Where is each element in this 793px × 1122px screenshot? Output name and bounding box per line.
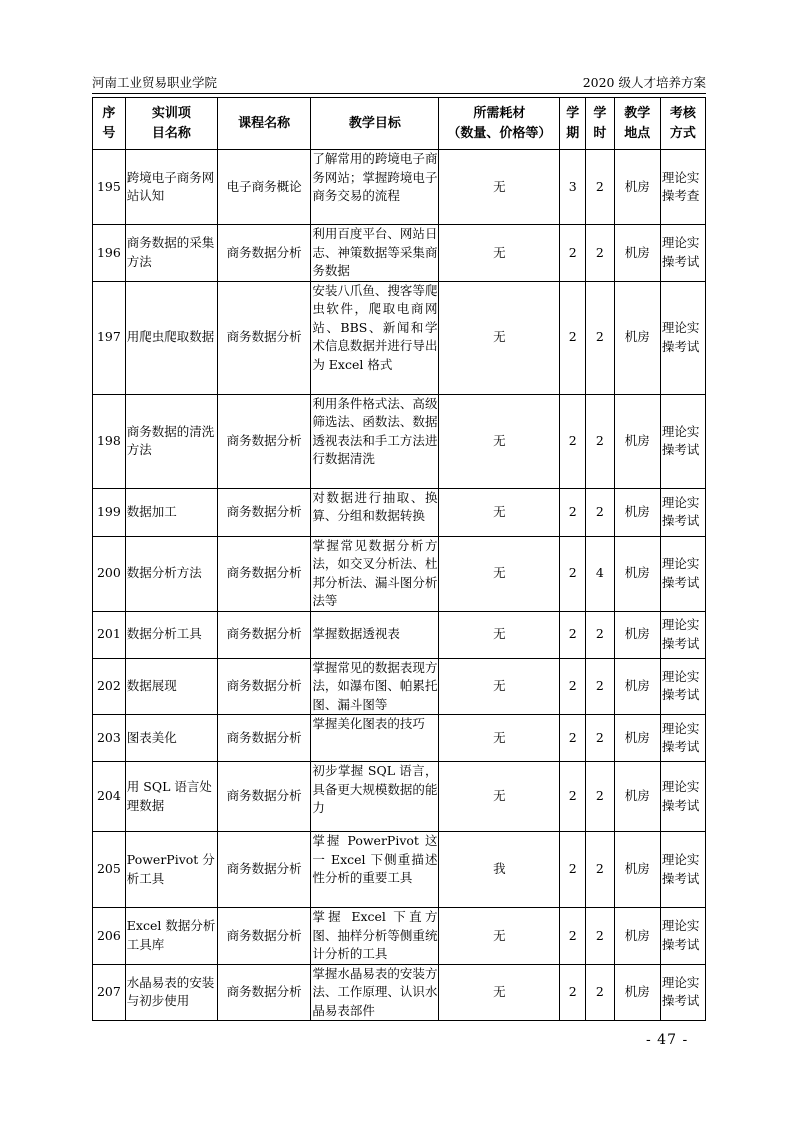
column-header-hours: 学 时 (586, 98, 615, 150)
exam-method: 理论实操考试 (660, 536, 705, 611)
row-number: 196 (93, 225, 126, 282)
course-name: 商务数据分析 (218, 715, 311, 762)
materials: 我 (439, 832, 560, 908)
term: 2 (560, 281, 586, 394)
term: 2 (560, 225, 586, 282)
materials: 无 (439, 394, 560, 488)
column-header-materials: 所需耗材 （数量、价格等） (439, 98, 560, 150)
page-number: - 47 - (646, 1032, 689, 1048)
project-name: 数据加工 (125, 488, 217, 536)
term: 2 (560, 832, 586, 908)
course-name: 商务数据分析 (218, 611, 311, 658)
teaching-goal: 初步掌握 SQL 语言，具备更大规模数据的能力 (311, 762, 439, 832)
materials: 无 (439, 281, 560, 394)
header-rule (92, 93, 706, 94)
exam-method: 理论实操考试 (660, 832, 705, 908)
document-title: 2020 级人才培养方案 (582, 75, 706, 90)
term: 3 (560, 150, 586, 225)
table-row (93, 150, 706, 225)
teaching-place: 机房 (614, 536, 660, 611)
teaching-goal: 掌握水晶易表的安装方法、工作原理、认识水晶易表部件 (311, 964, 439, 1021)
project-name: 数据分析工具 (125, 611, 217, 658)
project-name: 跨境电子商务网站认知 (125, 150, 217, 225)
teaching-place: 机房 (614, 150, 660, 225)
term: 2 (560, 908, 586, 965)
project-name: 商务数据的清洗方法 (125, 394, 217, 488)
hours: 2 (586, 715, 615, 762)
row-number: 202 (93, 658, 126, 715)
teaching-place: 机房 (614, 908, 660, 965)
hours: 2 (586, 832, 615, 908)
table-row (93, 394, 706, 488)
institution-name: 河南工业贸易职业学院 (92, 75, 218, 90)
project-name: PowerPivot 分析工具 (125, 832, 217, 908)
materials: 无 (439, 611, 560, 658)
exam-method: 理论实操考查 (660, 150, 705, 225)
project-name: 水晶易表的安装与初步使用 (125, 964, 217, 1021)
materials: 无 (439, 964, 560, 1021)
term: 2 (560, 611, 586, 658)
exam-method: 理论实操考试 (660, 658, 705, 715)
column-header-exam: 考核 方式 (660, 98, 705, 150)
exam-method: 理论实操考试 (660, 281, 705, 394)
row-number: 205 (93, 832, 126, 908)
course-name: 电子商务概论 (218, 150, 311, 225)
table-row (93, 225, 706, 282)
teaching-goal: 利用条件格式法、高级筛选法、函数法、数据透视表法和手工方法进行数据清洗 (311, 394, 439, 488)
teaching-goal: 掌握美化图表的技巧 (311, 715, 439, 762)
row-number: 200 (93, 536, 126, 611)
exam-method: 理论实操考试 (660, 964, 705, 1021)
teaching-goal: 掌握常见的数据表现方法，如瀑布图、帕累托图、漏斗图等 (311, 658, 439, 715)
exam-method: 理论实操考试 (660, 908, 705, 965)
course-name: 商务数据分析 (218, 964, 311, 1021)
row-number: 195 (93, 150, 126, 225)
row-number: 203 (93, 715, 126, 762)
course-name: 商务数据分析 (218, 488, 311, 536)
column-header-term: 学 期 (560, 98, 586, 150)
teaching-goal: 掌握 PowerPivot 这一 Excel 下侧重描述性分析的重要工具 (311, 832, 439, 908)
table-row (93, 536, 706, 611)
row-number: 197 (93, 281, 126, 394)
row-number: 204 (93, 762, 126, 832)
column-header-place: 教学 地点 (614, 98, 660, 150)
materials: 无 (439, 488, 560, 536)
materials: 无 (439, 536, 560, 611)
column-header-course: 课程名称 (218, 98, 311, 150)
term: 2 (560, 964, 586, 1021)
course-name: 商务数据分析 (218, 908, 311, 965)
training-table (92, 97, 706, 1021)
row-number: 198 (93, 394, 126, 488)
column-header-no: 序 号 (93, 98, 126, 150)
column-header-goal: 教学目标 (311, 98, 439, 150)
teaching-place: 机房 (614, 611, 660, 658)
teaching-goal: 掌握常见数据分析方法，如交叉分析法、杜邦分析法、漏斗图分析法等 (311, 536, 439, 611)
teaching-goal: 安装八爪鱼、搜客等爬虫软件，爬取电商网站、BBS、新闻和学术信息数据并进行导出为 Excel 格式 (311, 281, 439, 394)
teaching-place: 机房 (614, 488, 660, 536)
project-name: 图表美化 (125, 715, 217, 762)
column-header-project: 实训项 目名称 (125, 98, 217, 150)
course-name: 商务数据分析 (218, 394, 311, 488)
course-name: 商务数据分析 (218, 762, 311, 832)
teaching-place: 机房 (614, 658, 660, 715)
hours: 2 (586, 611, 615, 658)
hours: 2 (586, 281, 615, 394)
table-row (93, 658, 706, 715)
term: 2 (560, 658, 586, 715)
term: 2 (560, 488, 586, 536)
hours: 4 (586, 536, 615, 611)
table-row (93, 611, 706, 658)
course-name: 商务数据分析 (218, 536, 311, 611)
row-number: 199 (93, 488, 126, 536)
materials: 无 (439, 225, 560, 282)
table-row (93, 488, 706, 536)
row-number: 206 (93, 908, 126, 965)
teaching-goal: 利用百度平台、网站日志、神策数据等采集商务数据 (311, 225, 439, 282)
course-name: 商务数据分析 (218, 281, 311, 394)
table-row (93, 908, 706, 965)
teaching-place: 机房 (614, 964, 660, 1021)
teaching-place: 机房 (614, 225, 660, 282)
project-name: 数据展现 (125, 658, 217, 715)
teaching-place: 机房 (614, 715, 660, 762)
row-number: 207 (93, 964, 126, 1021)
course-name: 商务数据分析 (218, 832, 311, 908)
hours: 2 (586, 964, 615, 1021)
term: 2 (560, 715, 586, 762)
hours: 2 (586, 658, 615, 715)
hours: 2 (586, 908, 615, 965)
project-name: 商务数据的采集方法 (125, 225, 217, 282)
course-name: 商务数据分析 (218, 658, 311, 715)
exam-method: 理论实操考试 (660, 394, 705, 488)
table-row (93, 715, 706, 762)
materials: 无 (439, 762, 560, 832)
teaching-place: 机房 (614, 281, 660, 394)
teaching-goal: 掌握 Excel 下直方图、抽样分析等侧重统计分析的工具 (311, 908, 439, 965)
materials: 无 (439, 908, 560, 965)
row-number: 201 (93, 611, 126, 658)
teaching-place: 机房 (614, 394, 660, 488)
exam-method: 理论实操考试 (660, 225, 705, 282)
term: 2 (560, 762, 586, 832)
page-header (92, 74, 706, 92)
materials: 无 (439, 715, 560, 762)
hours: 2 (586, 488, 615, 536)
exam-method: 理论实操考试 (660, 715, 705, 762)
project-name: 数据分析方法 (125, 536, 217, 611)
exam-method: 理论实操考试 (660, 488, 705, 536)
hours: 2 (586, 762, 615, 832)
exam-method: 理论实操考试 (660, 611, 705, 658)
hours: 2 (586, 225, 615, 282)
teaching-goal: 了解常用的跨境电子商务网站；掌握跨境电子商务交易的流程 (311, 150, 439, 225)
teaching-place: 机房 (614, 832, 660, 908)
materials: 无 (439, 150, 560, 225)
project-name: Excel 数据分析工具库 (125, 908, 217, 965)
teaching-goal: 对数据进行抽取、换算、分组和数据转换 (311, 488, 439, 536)
project-name: 用 SQL 语言处理数据 (125, 762, 217, 832)
course-name: 商务数据分析 (218, 225, 311, 282)
table-row (93, 832, 706, 908)
term: 2 (560, 394, 586, 488)
table-row (93, 281, 706, 394)
hours: 2 (586, 394, 615, 488)
term: 2 (560, 536, 586, 611)
materials: 无 (439, 658, 560, 715)
table-header-row (93, 98, 706, 150)
table-row (93, 762, 706, 832)
teaching-goal: 掌握数据透视表 (311, 611, 439, 658)
project-name: 用爬虫爬取数据 (125, 281, 217, 394)
hours: 2 (586, 150, 615, 225)
table-row (93, 964, 706, 1021)
teaching-place: 机房 (614, 762, 660, 832)
exam-method: 理论实操考试 (660, 762, 705, 832)
